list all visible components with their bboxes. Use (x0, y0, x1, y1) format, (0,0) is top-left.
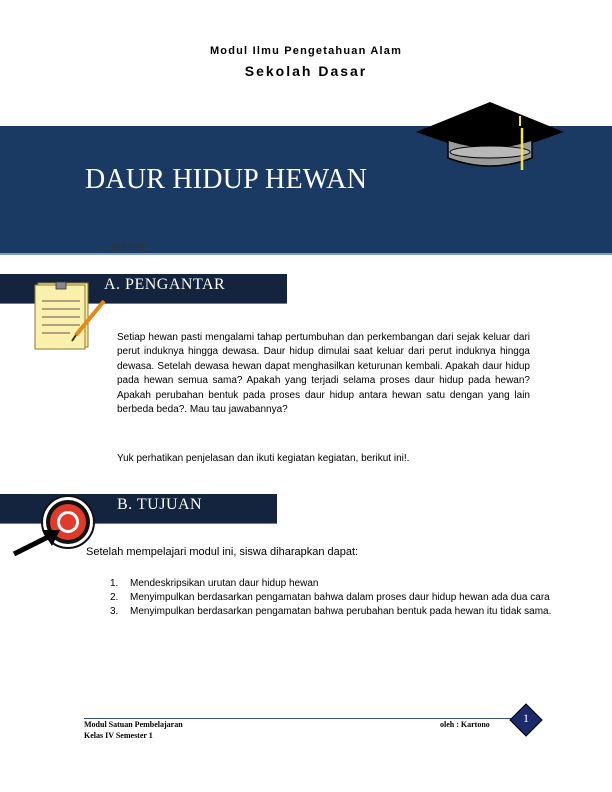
footer-author: oleh : Kartono (440, 720, 490, 729)
list-item-text: Menyimpulkan berdasarkan pengamatan bahwa dalam proses daur hidup hewan ada dua cara (130, 592, 550, 603)
graduation-cap-icon (412, 96, 568, 176)
list-item-number: 3. (110, 606, 119, 617)
target-arrow-icon (10, 492, 96, 562)
footer-class-semester: Kelas IV Semester 1 (84, 731, 153, 740)
list-item-number: 1. (110, 578, 119, 589)
list-item (110, 577, 590, 590)
footer-divider (84, 718, 520, 719)
list-item (110, 605, 590, 618)
goals-list (110, 577, 590, 619)
page-title: DAUR HIDUP HEWAN (85, 164, 368, 195)
banner-divider (0, 253, 612, 255)
module-subject-heading: Modul Ilmu Pengetahuan Alam (209, 45, 403, 57)
invitation-paragraph: Yuk perhatikan penjelasan dan ikuti kegiatan kegiatan, berikut ini!. (117, 453, 410, 464)
list-item (110, 591, 590, 604)
list-item-text: Mendeskripsikan urutan daur hidup hewan (130, 578, 319, 589)
goals-intro: Setelah mempelajari modul ini, siswa diharapkan dapat: (86, 546, 359, 558)
list-item-text: Menyimpulkan berdasarkan pengamatan bahwa perubahan bentuk pada hewan itu tidak sama. (130, 606, 552, 617)
duration-label: 50 Menit (98, 242, 137, 253)
footer-module-name: Modul Satuan Pembelajaran (84, 720, 183, 729)
section-b-title: B. TUJUAN (117, 496, 203, 513)
section-a-title: A. PENGANTAR (104, 276, 226, 293)
note-pencil-icon (30, 279, 110, 353)
school-level-heading: Sekolah Dasar (244, 63, 368, 79)
page-number: 1 (523, 711, 529, 725)
list-item-number: 2. (110, 592, 119, 603)
intro-paragraph: Setiap hewan pasti mengalami tahap pertumbuhan dan perkembangan dari sejak keluar dari perut induknya hingga dewasa. Daur hidup dimulai saat keluar dari perut induknya hingga dewasa. Setelah dewasa hewan dapat menghasilkan keturunan kembali. Apakah daur hidup pada hewan semua sama? Apakah yang terjadi selama proses daur hidup pada hewan? Apakah perubahan bentuk pada proses daur hidup antara hewan satu dengan yang lain berbeda beda?. Mau tau jawabannya? (117, 332, 530, 416)
